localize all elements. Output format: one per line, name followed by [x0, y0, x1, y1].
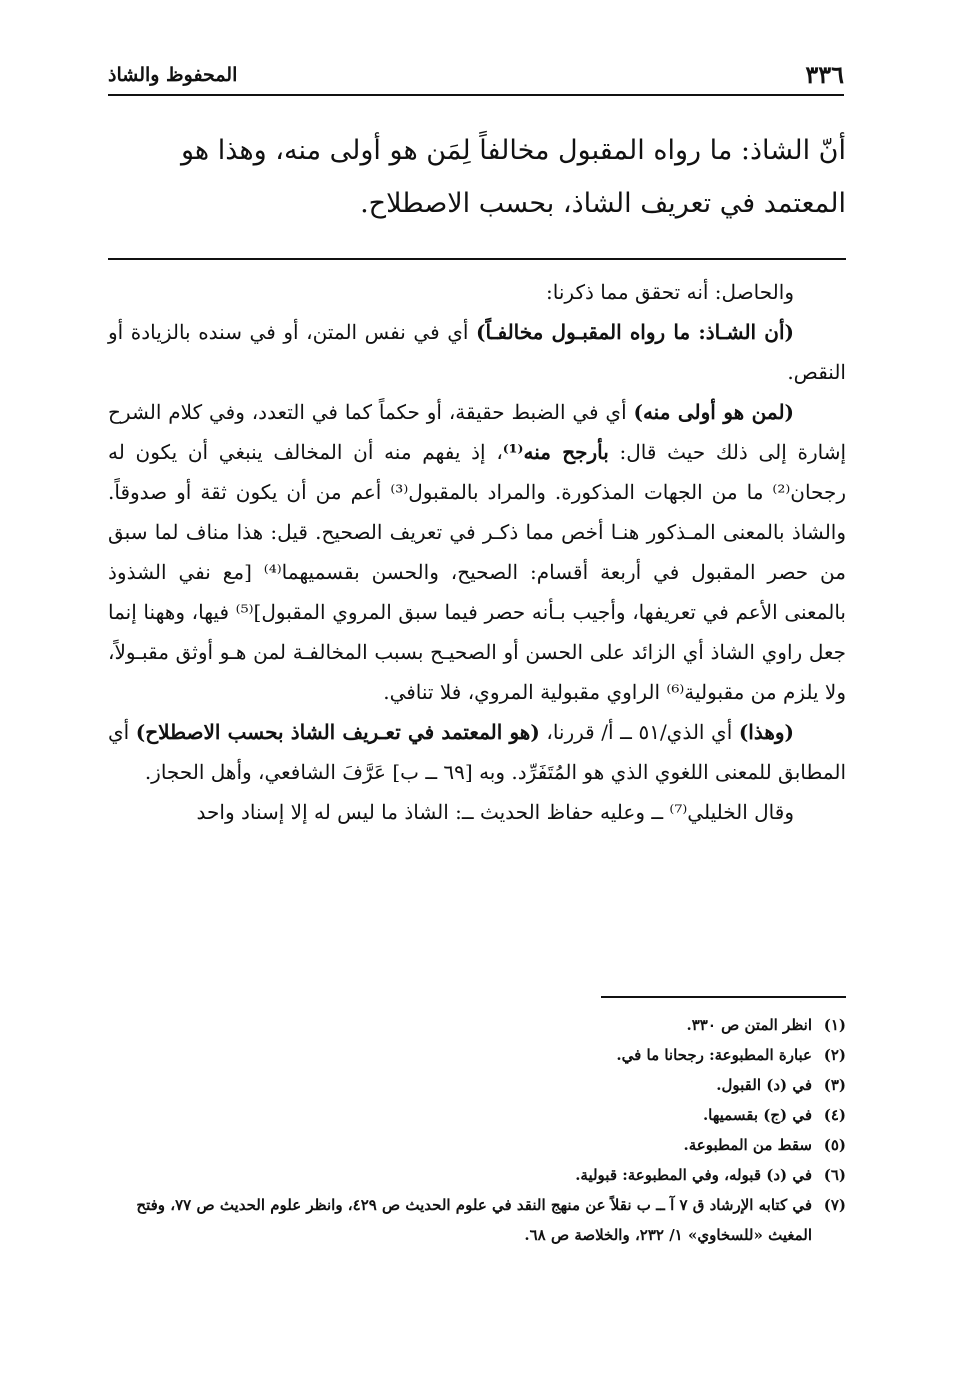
- matn-line-1: أنّ الشاذ: ما رواه المقبول مخالفاً لِمَن هو أولى منه، وهذا هو: [180, 135, 846, 166]
- footnote: [108, 1100, 846, 1130]
- footnote-text: عبارة المطبوعة: رجحانا ما في.: [616, 1046, 812, 1064]
- commentary-text-span: أي المطابق للمعنى اللغوي الذي هو المُتَفَرِّد. وبه [٦٩ ــ ب] عَرَّفَ الشافعي، وأهل الحجاز.: [108, 720, 846, 784]
- footnote-number: (٦): [823, 1166, 846, 1184]
- commentary-text-span: أي في الضبط حقيقة، أو حكماً كما في التعدد، وفي كلام الشرح إشارة إلى ذلك حيث قال:: [108, 400, 847, 464]
- footnote-text: في (ج) بقسميها.: [702, 1106, 812, 1124]
- footnote-number: (٥): [823, 1136, 846, 1154]
- commentary-text: [108, 272, 846, 832]
- footnote: [108, 1190, 846, 1250]
- header-rule: [108, 94, 844, 96]
- page-header: [108, 58, 844, 98]
- footnote-number: (٤): [823, 1106, 846, 1124]
- commentary-text-span: ، إذ يفهم منه أن المخالف ينبغي أن يكون له رجحان⁽²⁾ ما من الجهات المذكورة. والمراد بالمقبول⁽³⁾ أعم من أن يكون ثقة أو صدوقاً. والشاذ بالمعنى المـذكور هنـا أخص مما ذكـر في تعريف الصحيح. قيل: هذا مناف لما سبق من حصر المقبول في أربعة أقسام: الصحيح، والحسن بقسميهما⁽⁴⁾ [مع نفي الشذوذ بالمعنى الأعم في تعريفها، وأجيب بـأنه حصر فيما سبق المروي المقبول]⁽⁵⁾ فيها، وههنا إنما جعل راوي الشاذ أي الزائد على الحسن أو الصحيـح بسبب المخالفـة لمن هـو أوثق مقبـولاً، ولا يلزم من مقبولية⁽⁶⁾ الراوي مقبولية المروي، فلا تنافي.: [108, 440, 846, 704]
- footnote-number: (٣): [823, 1076, 846, 1094]
- quoted-matn: (هو المعتمد في تعـريف الشاذ بحسب الاصطلاح): [135, 720, 540, 744]
- running-title: المحفوظ والشاذ: [108, 64, 238, 86]
- quoted-matn: (لمن هو أولى منه): [633, 400, 794, 424]
- matn-separator: [108, 258, 846, 260]
- commentary-text-span: أي في نفس المتن، أو في سنده بالزيادة أو النقص.: [108, 320, 846, 384]
- matn-text: [108, 124, 846, 230]
- footnote: [108, 1010, 846, 1040]
- quoted-matn: (أن الشـاذ: ما رواه المقبـول مخالفـاً): [476, 320, 794, 344]
- quoted-matn: (وهذا): [738, 720, 795, 744]
- quoted-sharh: بأرجح منه⁽¹⁾: [502, 440, 609, 464]
- footnote: [108, 1160, 846, 1190]
- footnote-text: سقط من المطبوعة.: [683, 1136, 812, 1154]
- commentary-paragraph-2: [108, 312, 846, 392]
- footnote: [108, 1130, 846, 1160]
- footnotes: [108, 1010, 846, 1250]
- footnote-text: انظر المتن ص ٣٣٠.: [686, 1016, 812, 1034]
- footnote-rule: [601, 996, 846, 998]
- commentary-paragraph-1: والحاصل: أنه تحقق مما ذكرنا:: [546, 280, 794, 304]
- footnote-number: (١): [823, 1016, 846, 1034]
- footnote-number: (٧): [823, 1196, 846, 1214]
- footnote: [108, 1070, 846, 1100]
- footnote-text: في (د) القبول.: [716, 1076, 812, 1094]
- commentary-paragraph-5: وقال الخليلي⁽⁷⁾ ــ وعليه حفاظ الحديث ــ: الشاذ ما ليس له إلا إسناد واحد: [196, 800, 794, 824]
- footnote-text: في (د) قبوله، وفي المطبوعة: قبولية.: [575, 1166, 812, 1184]
- commentary-paragraph-4: [108, 712, 846, 792]
- footnote: [108, 1040, 846, 1070]
- matn-line-2: المعتمد في تعريف الشاذ، بحسب الاصطلاح.: [360, 188, 846, 219]
- footnote-number: (٢): [823, 1046, 846, 1064]
- page-number: ٣٣٦: [805, 60, 844, 89]
- commentary-paragraph-3: [108, 392, 846, 712]
- commentary-text-span: أي الذي/٥١ ــ أ/ قررنا،: [539, 720, 739, 744]
- footnote-text: في كتابه الإرشاد ق ٧ آ ــ ب نقلاً عن منهج النقد في علوم الحديث ص ٤٢٩، وانظر علوم الحديث ص ٧٧، وفتح المغيث «للسخاوي» ١/ ٢٣٢، والخلاصة ص ٦٨.: [136, 1196, 812, 1244]
